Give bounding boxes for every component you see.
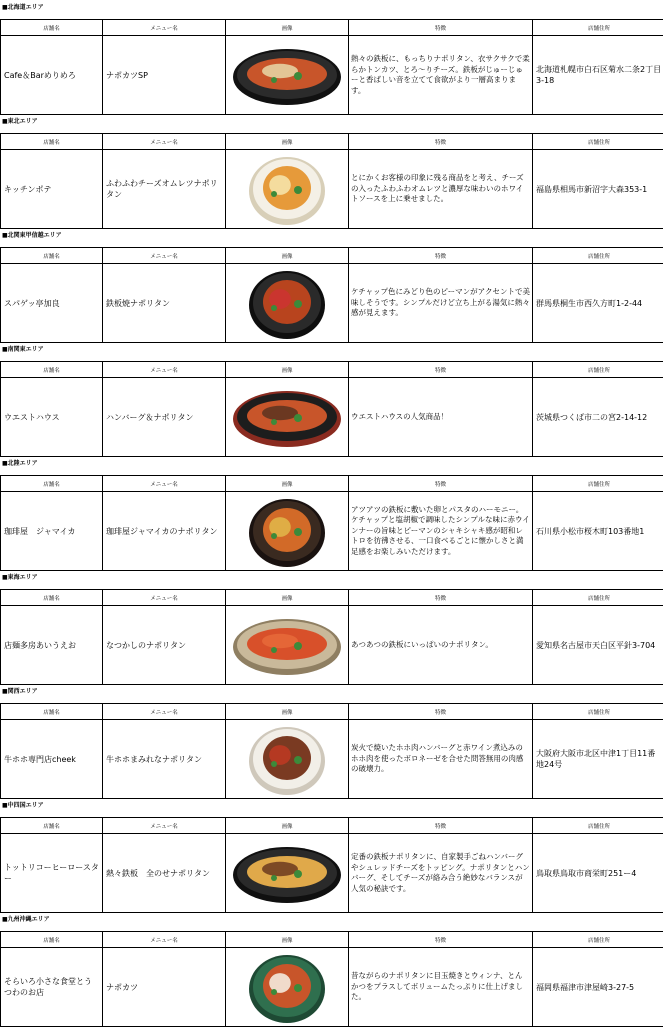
header-image: 画像: [226, 362, 349, 378]
table-header-row: [1, 20, 663, 36]
header-image: 画像: [226, 134, 349, 150]
shop-table: [0, 19, 663, 115]
shop-address: 鳥取県鳥取市商栄町251ー4: [533, 834, 663, 913]
feature-text: あつあつの鉄板にいっぱいのナポリタン。: [349, 606, 533, 685]
shop-name: 珈琲屋 ジャマイカ: [1, 492, 103, 571]
header-menu: メニュー名: [103, 134, 226, 150]
header-address: 店舗住所: [533, 590, 663, 606]
header-image: 画像: [226, 476, 349, 492]
header-image: 画像: [226, 932, 349, 948]
area-title: ■九州沖縄エリア: [2, 916, 50, 923]
table-header-row: [1, 362, 663, 378]
shop-name: そらいろ小さな食堂とうつわのお店: [1, 948, 103, 1027]
header-feature: 特徴: [349, 932, 533, 948]
area-title: ■東海エリア: [2, 574, 38, 581]
header-name: 店舗名: [1, 20, 103, 36]
header-name: 店舗名: [1, 476, 103, 492]
table-row: [1, 492, 663, 571]
table-header-row: [1, 590, 663, 606]
feature-text: 昔ながらのナポリタンに目玉焼きとウィンナ、とんかつをプラスしてボリュームたっぷりに仕上げました。: [349, 948, 533, 1027]
header-name: 店舗名: [1, 932, 103, 948]
header-feature: 特徴: [349, 134, 533, 150]
menu-name: ふわふわチーズオムレツナポリタン: [103, 150, 226, 229]
header-name: 店舗名: [1, 134, 103, 150]
header-image: 画像: [226, 818, 349, 834]
shop-name: キッチンポテ: [1, 150, 103, 229]
shop-name: トットリコーヒーロースター: [1, 834, 103, 913]
shop-table: [0, 361, 663, 457]
shop-table: [0, 931, 663, 1027]
table-header-row: [1, 704, 663, 720]
header-menu: メニュー名: [103, 476, 226, 492]
header-feature: 特徴: [349, 590, 533, 606]
table-row: [1, 834, 663, 913]
header-image: 画像: [226, 20, 349, 36]
table-row: [1, 720, 663, 799]
shop-address: 石川県小松市桜木町103番地1: [533, 492, 663, 571]
header-name: 店舗名: [1, 248, 103, 264]
header-name: 店舗名: [1, 590, 103, 606]
menu-name: ハンバーグ＆ナポリタン: [103, 378, 226, 457]
napolitan-dish-icon: [226, 834, 349, 913]
shop-table: [0, 589, 663, 685]
shop-address: 茨城県つくば市二の宮2-14-12: [533, 378, 663, 457]
table-row: [1, 150, 663, 229]
shop-name: ウエストハウス: [1, 378, 103, 457]
feature-text: ウエストハウスの人気商品！: [349, 378, 533, 457]
napolitan-dish-icon: [226, 492, 349, 571]
shop-name: スパゲッ亭加良: [1, 264, 103, 343]
menu-name: なつかしのナポリタン: [103, 606, 226, 685]
header-address: 店舗住所: [533, 362, 663, 378]
header-address: 店舗住所: [533, 476, 663, 492]
table-header-row: [1, 248, 663, 264]
header-menu: メニュー名: [103, 248, 226, 264]
header-address: 店舗住所: [533, 704, 663, 720]
menu-name: ナポカツ: [103, 948, 226, 1027]
shop-name: 牛ホホ専門店cheek: [1, 720, 103, 799]
header-feature: 特徴: [349, 818, 533, 834]
menu-name: 鉄板焼ナポリタン: [103, 264, 226, 343]
shop-address: 愛知県名古屋市天白区平針3-704: [533, 606, 663, 685]
area-title: ■東北エリア: [2, 118, 38, 125]
header-menu: メニュー名: [103, 590, 226, 606]
napolitan-dish-icon: [226, 150, 349, 229]
header-feature: 特徴: [349, 248, 533, 264]
header-address: 店舗住所: [533, 134, 663, 150]
header-image: 画像: [226, 590, 349, 606]
shop-table: [0, 817, 663, 913]
header-menu: メニュー名: [103, 818, 226, 834]
table-header-row: [1, 134, 663, 150]
menu-name: 牛ホホまみれなナポリタン: [103, 720, 226, 799]
header-feature: 特徴: [349, 20, 533, 36]
feature-text: アツアツの鉄板に敷いた卵とパスタのハーモニー。ケチャップと塩胡椒で調味したシンプルな味に赤ウインナーの旨味とピーマンのシャキシャキ感が昭和レトロを彷彿させる、一口食べるごとに懐かしさと満足感をお楽しみいただけます。: [349, 492, 533, 571]
table-row: [1, 36, 663, 115]
shop-name: 店麺多房あいうえお: [1, 606, 103, 685]
header-feature: 特徴: [349, 476, 533, 492]
napolitan-dish-icon: [226, 606, 349, 685]
shop-name: Cafe＆Barめりめろ: [1, 36, 103, 115]
napolitan-dish-icon: [226, 264, 349, 343]
menu-name: 熱々鉄板 全のせナポリタン: [103, 834, 226, 913]
shop-address: 福岡県福津市津屋崎3-27-5: [533, 948, 663, 1027]
napolitan-dish-icon: [226, 36, 349, 115]
shop-table: [0, 247, 663, 343]
table-row: [1, 378, 663, 457]
header-image: 画像: [226, 704, 349, 720]
header-name: 店舗名: [1, 818, 103, 834]
header-name: 店舗名: [1, 704, 103, 720]
shop-table: [0, 133, 663, 229]
menu-name: 珈琲屋ジャマイカのナポリタン: [103, 492, 226, 571]
header-feature: 特徴: [349, 704, 533, 720]
table-header-row: [1, 932, 663, 948]
header-address: 店舗住所: [533, 818, 663, 834]
area-title: ■関西エリア: [2, 688, 38, 695]
shop-address: 北海道札幌市白石区菊水二条2丁目3-18: [533, 36, 663, 115]
shop-table: [0, 703, 663, 799]
area-title: ■北海道エリア: [2, 4, 44, 11]
header-image: 画像: [226, 248, 349, 264]
header-menu: メニュー名: [103, 932, 226, 948]
shop-address: 群馬県桐生市西久方町1-2-44: [533, 264, 663, 343]
header-address: 店舗住所: [533, 248, 663, 264]
shop-address: 大阪府大阪市北区中津1丁目11番地24号: [533, 720, 663, 799]
feature-text: 熱々の鉄板に、もっちりナポリタン、衣サクサクで柔らかトンカツ、とろ〜りチーズ。鉄板がじゅーじゅーと香ばしい音を立てて食欲がより一層高まります。: [349, 36, 533, 115]
table-header-row: [1, 476, 663, 492]
feature-text: 定番の鉄板ナポリタンに、自家製手ごねハンバーグやシュレッドチーズをトッピング。ナポリタンとハンバーグ、そしてチーズが絡み合う絶妙なバランスが人気の秘訣です。: [349, 834, 533, 913]
header-menu: メニュー名: [103, 704, 226, 720]
header-menu: メニュー名: [103, 20, 226, 36]
header-name: 店舗名: [1, 362, 103, 378]
napolitan-dish-icon: [226, 720, 349, 799]
menu-name: ナポカツSP: [103, 36, 226, 115]
table-header-row: [1, 818, 663, 834]
header-address: 店舗住所: [533, 20, 663, 36]
shop-table: [0, 475, 663, 571]
header-feature: 特徴: [349, 362, 533, 378]
napolitan-dish-icon: [226, 378, 349, 457]
area-title: ■南関東エリア: [2, 346, 44, 353]
feature-text: 炭火で焼いたホホ肉ハンバーグと赤ワイン煮込みのホホ肉を使ったボロネーゼを合せた問答無用の肉感の破壊力。: [349, 720, 533, 799]
header-address: 店舗住所: [533, 932, 663, 948]
table-row: [1, 264, 663, 343]
shop-address: 福島県相馬市新沼字大森353-1: [533, 150, 663, 229]
feature-text: とにかくお客様の印象に残る商品をと考え、チーズの入ったふわふわオムレツと濃厚な味わいのホワイトソースを上に乗せました。: [349, 150, 533, 229]
feature-text: ケチャップ色にみどり色のピーマンがアクセントで美味しそうです。シンプルだけど立ち上がる湯気に熱々感が見えます。: [349, 264, 533, 343]
table-row: [1, 606, 663, 685]
table-row: [1, 948, 663, 1027]
area-title: ■中四国エリア: [2, 802, 44, 809]
header-menu: メニュー名: [103, 362, 226, 378]
area-title: ■北陸エリア: [2, 460, 38, 467]
area-title: ■北関東甲信越エリア: [2, 232, 62, 239]
napolitan-dish-icon: [226, 948, 349, 1027]
